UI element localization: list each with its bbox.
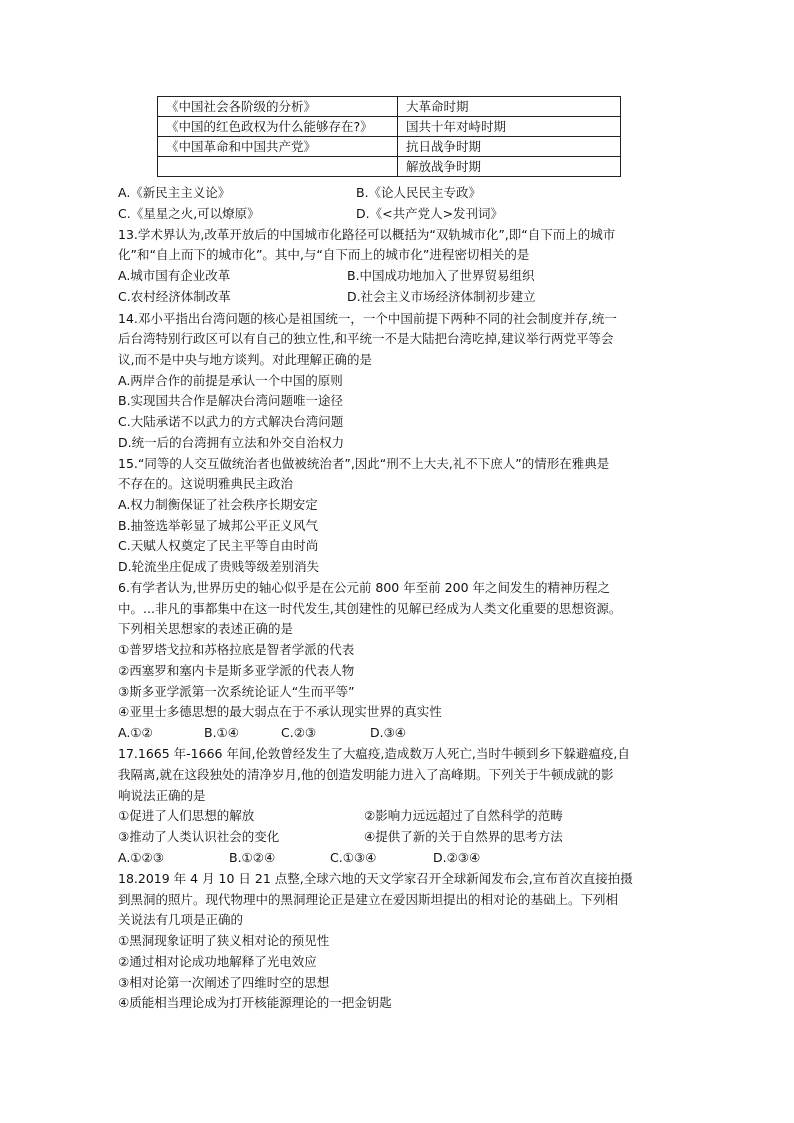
table-row [158,97,621,117]
q16-item: ②西塞罗和塞内卡是斯多亚学派的代表人物 [118,663,355,678]
q13-option-a: A.城市国有企业改革 [118,268,231,283]
table-row [158,137,621,157]
q17-line: 响说法正确的是 [118,788,206,803]
table-row [158,157,621,177]
q12-option-d: D.《<共产党人>发刊词》 [356,206,504,221]
q14-line: 议,而不是中央与地方谈判。对此理解正确的是 [118,352,372,367]
q17-line: 我隔离,就在这段独处的清净岁月,他的创造发明能力进入了高峰期。下列关于牛顿成就的影 [118,767,614,782]
q15-line: 15.“同等的人交互做统治者也做被统治者”,因此“刑不上大夫,礼不下庶人”的情形在雅典是 [118,456,610,471]
q14-option: D.统一后的台湾拥有立法和外交自治权力 [118,435,345,450]
q16-line: 6.有学者认为,世界历史的轴心似乎是在公元前 800 年至前 200 年之间发生的精神历程之 [118,580,611,595]
q17-item: ①促进了人们思想的解放 [118,808,255,823]
q13-option-d: D.社会主义市场经济体制初步建立 [347,289,536,304]
table-cell: 抗日战争时期 [398,137,621,157]
table-cell [158,157,398,177]
q14-option: A.两岸合作的前提是承认一个中国的原则 [118,373,343,388]
q17-option-b: B.①②④ [229,850,276,865]
q12-option-c: C.《星星之火,可以燎原》 [118,206,260,221]
q15-option: D.轮流坐庄促成了贵贱等级差别消失 [118,559,320,574]
q18-item: ①黑洞现象证明了狭义相对论的预见性 [118,933,330,948]
q18-item: ③相对论第一次阐述了四维时空的思想 [118,975,330,990]
q14-option: B.实现国共合作是解决台湾问题唯一途径 [118,393,344,408]
table-cell: 《中国革命和中国共产党》 [158,137,398,157]
q16-option-a: A.①② [118,725,153,740]
q17-item: ②影响力远远超过了自然科学的范畴 [364,808,563,823]
table-cell: 国共十年对峙时期 [398,117,621,137]
q13-option-c: C.农村经济体制改革 [118,289,231,304]
q13-stem-line: 13.学术界认为,改革开放后的中国城市化路径可以概括为“双轨城市化”,即“自下而上的城市 [118,227,616,242]
q17-option-d: D.②③④ [433,850,481,865]
q18-line: 到黑洞的照片。现代物理中的黑洞理论正是建立在爱因斯坦提出的相对论的基础上。下列相 [118,892,619,907]
q13-option-b: B.中国成功地加入了世界贸易组织 [347,268,535,283]
q15-option: A.权力制衡保证了社会秩序长期安定 [118,497,318,512]
q13-stem-line: 化”和“自上而下的城市化”。其中,与“自下而上的城市化”进程密切相关的是 [118,247,530,262]
q17-item: ④提供了新的关于自然界的思考方法 [364,829,563,844]
q18-line: 关说法有几项是正确的 [118,912,244,927]
q12-option-b: B.《论人民民主专政》 [356,185,482,200]
q16-item: ③斯多亚学派第一次系统论证人“生而平等” [118,684,355,699]
q18-line: 18.2019 年 4 月 10 日 21 点整,全球六地的天文学家召开全球新闻发布会,宣布首次直接拍摄 [118,871,633,886]
q14-option: C.大陆承诺不以武力的方式解决台湾问题 [118,414,344,429]
q16-option-b: B.①④ [204,725,239,740]
q17-item: ③推动了人类认识社会的变化 [118,829,280,844]
table-cell: 《中国社会各阶级的分析》 [158,97,398,117]
q16-option-d: D.③④ [370,725,407,740]
q14-line: 14.邓小平指出台湾问题的核心是祖国统一，一个中国前提下两种不同的社会制度并存,统一 [118,311,617,326]
work-period-table [157,96,621,177]
table-cell: 解放战争时期 [398,157,621,177]
q15-line: 不存在的。这说明雅典民主政治 [118,476,294,491]
q16-line: 中。...非凡的事都集中在这一时代发生,其创建性的见解已经成为人类文化重要的思想资源。 [118,601,622,616]
q16-line: 下列相关思想家的表述正确的是 [118,621,294,636]
q17-option-c: C.①③④ [330,850,377,865]
q15-option: C.天赋人权奠定了民主平等自由时尚 [118,538,319,553]
q17-option-a: A.①②③ [118,850,164,865]
q14-line: 后台湾特别行政区可以有自己的独立性,和平统一不是大陆把台湾吃掉,建议举行两党平等会 [118,331,614,346]
table-cell: 大革命时期 [398,97,621,117]
q18-item: ②通过相对论成功地解释了光电效应 [118,954,317,969]
q18-item: ④质能相当理论成为打开核能源理论的一把金钥匙 [118,995,392,1010]
table-cell: 《中国的红色政权为什么能够存在?》 [158,117,398,137]
table-row [158,117,621,137]
q17-line: 17.1665 年-1666 年间,伦敦曾经发生了大瘟疫,造成数万人死亡,当时牛顿到乡下躲避瘟疫,自 [118,746,630,761]
q16-item: ④亚里士多德思想的最大弱点在于不承认现实世界的真实性 [118,704,442,719]
q12-option-a: A.《新民主主义论》 [118,185,231,200]
q16-option-c: C.②③ [281,725,317,740]
q16-item: ①普罗塔戈拉和苏格拉底是智者学派的代表 [118,642,355,657]
q15-option: B.抽签选举彰显了城邦公平正义风气 [118,518,319,533]
